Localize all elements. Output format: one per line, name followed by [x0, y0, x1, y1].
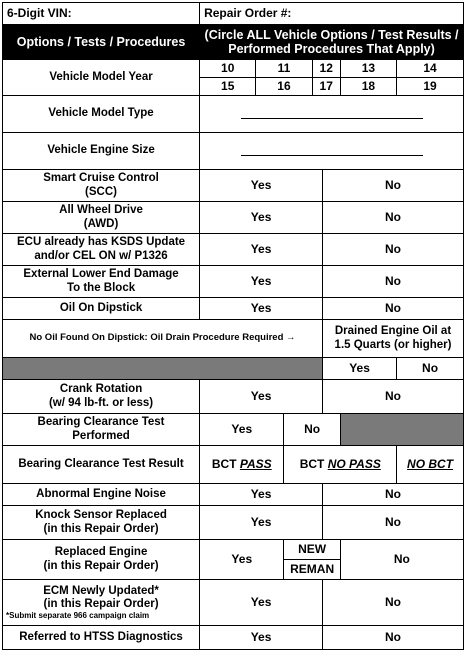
bct-nopass-word: NO PASS: [327, 456, 381, 471]
noise-label: Abnormal Engine Noise: [3, 484, 200, 506]
ecm-yes[interactable]: Yes: [200, 580, 323, 626]
awd-label-line1: All Wheel Drive: [59, 204, 143, 217]
engine-row-1: [3, 540, 464, 560]
engine-label: [3, 540, 200, 580]
engine-size-row: [3, 133, 464, 170]
model-type-field[interactable]: [200, 96, 464, 133]
year-15[interactable]: 15: [200, 78, 256, 96]
ecm-label: [3, 580, 200, 626]
awd-yes[interactable]: Yes: [200, 202, 323, 234]
vin-field[interactable]: 6-Digit VIN:: [3, 3, 200, 25]
dipstick-row: [3, 298, 464, 320]
crank-label-line1: Crank Rotation: [59, 383, 143, 396]
bct-performed-line2: Performed: [72, 429, 130, 442]
ecu-label-line2: and/or CEL ON w/ P1326: [34, 249, 168, 262]
id-row: [3, 3, 464, 25]
bct-pass-word: PASS: [239, 456, 272, 471]
col-header-circle: [200, 25, 464, 60]
crank-row: [3, 380, 464, 414]
engine-size-blank: [241, 141, 423, 156]
bct-performed-yes[interactable]: Yes: [200, 414, 284, 446]
crank-no[interactable]: No: [323, 380, 464, 414]
crank-yes[interactable]: Yes: [200, 380, 323, 414]
col-header-line2: Performed Procedures That Apply): [228, 42, 435, 56]
dipstick-no[interactable]: No: [323, 298, 464, 320]
gray-filler: [3, 358, 323, 380]
no-bct[interactable]: NO BCT: [397, 446, 464, 484]
noise-no[interactable]: No: [323, 484, 464, 506]
scc-yes[interactable]: Yes: [200, 170, 323, 202]
noise-row: [3, 484, 464, 506]
gray-filler: [340, 414, 463, 446]
bct-performed-label: [3, 414, 200, 446]
drained-oil-label: [323, 320, 464, 358]
engine-reman[interactable]: REMAN: [284, 560, 340, 580]
model-year-row-1: [3, 60, 464, 78]
drained-oil-no[interactable]: No: [397, 358, 464, 380]
awd-no[interactable]: No: [323, 202, 464, 234]
ecm-no[interactable]: No: [323, 580, 464, 626]
year-14[interactable]: 14: [397, 60, 464, 78]
scc-row: [3, 170, 464, 202]
model-year-label: Vehicle Model Year: [3, 60, 200, 96]
drained-oil-yes[interactable]: Yes: [323, 358, 397, 380]
engine-new[interactable]: NEW: [284, 540, 340, 560]
awd-row: [3, 202, 464, 234]
engine-no[interactable]: No: [340, 540, 463, 580]
ecu-yes[interactable]: Yes: [200, 234, 323, 266]
ecm-label-line1: ECM Newly Updated*: [43, 584, 159, 597]
bct-performed-no[interactable]: No: [284, 414, 340, 446]
model-type-blank: [241, 104, 423, 119]
ecm-note: *Submit separate 966 campaign claim: [6, 611, 150, 621]
bct-performed-line1: Bearing Clearance Test: [37, 416, 165, 429]
damage-label: [3, 266, 200, 298]
damage-label-line1: External Lower End Damage: [23, 268, 179, 281]
bct-performed-row: [3, 414, 464, 446]
repair-order-field[interactable]: Repair Order #:: [200, 3, 464, 25]
engine-label-line2: (in this Repair Order): [43, 559, 159, 572]
drained-oil-line2: 1.5 Quarts (or higher): [334, 338, 452, 351]
year-18[interactable]: 18: [340, 78, 396, 96]
damage-yes[interactable]: Yes: [200, 266, 323, 298]
scc-label: [3, 170, 200, 202]
engine-size-label: Vehicle Engine Size: [3, 133, 200, 170]
engine-size-field[interactable]: [200, 133, 464, 170]
damage-no[interactable]: No: [323, 266, 464, 298]
bct-nopass-prefix: BCT: [299, 456, 328, 471]
noise-yes[interactable]: Yes: [200, 484, 323, 506]
ecu-label-line1: ECU already has KSDS Update: [16, 236, 186, 249]
damage-label-line2: To the Block: [66, 281, 136, 294]
damage-row: [3, 266, 464, 298]
bct-result-row: [3, 446, 464, 484]
oil-drain-row: [3, 320, 464, 358]
bct-pass-prefix: BCT: [211, 456, 240, 471]
knock-row: [3, 506, 464, 540]
crank-label: [3, 380, 200, 414]
column-header-row: [3, 25, 464, 60]
model-type-row: [3, 96, 464, 133]
year-16[interactable]: 16: [256, 78, 312, 96]
bct-no-pass[interactable]: [284, 446, 397, 484]
htss-label: Referred to HTSS Diagnostics: [3, 626, 200, 650]
model-type-label: Vehicle Model Type: [3, 96, 200, 133]
htss-row: [3, 626, 464, 650]
vehicle-options-table: [2, 2, 464, 650]
ecm-row: [3, 580, 464, 626]
oil-drain-label: No Oil Found On Dipstick: Oil Drain Procedure Required →: [3, 320, 323, 358]
drained-oil-line1: Drained Engine Oil at: [334, 325, 452, 338]
col-header-line1: (Circle ALL Vehicle Options / Test Results /: [204, 27, 459, 42]
col-header-options: Options / Tests / Procedures: [3, 25, 200, 60]
engine-label-line1: Replaced Engine: [54, 546, 148, 559]
awd-label: [3, 202, 200, 234]
crank-label-line2: (w/ 94 lb-ft. or less): [48, 396, 154, 409]
bct-pass[interactable]: [200, 446, 284, 484]
scc-label-line1: Smart Cruise Control: [43, 172, 159, 185]
ecu-no[interactable]: No: [323, 234, 464, 266]
year-19[interactable]: 19: [397, 78, 464, 96]
dipstick-label: Oil On Dipstick: [3, 298, 200, 320]
knock-label-line2: (in this Repair Order): [43, 522, 159, 535]
year-17[interactable]: 17: [312, 78, 340, 96]
knock-label-line1: Knock Sensor Replaced: [35, 509, 167, 522]
htss-yes[interactable]: Yes: [200, 626, 323, 650]
awd-label-line2: (AWD): [83, 217, 119, 230]
knock-yes[interactable]: Yes: [200, 506, 323, 540]
year-12[interactable]: 12: [312, 60, 340, 78]
ecm-label-line2: (in this Repair Order): [43, 597, 159, 610]
knock-no[interactable]: No: [323, 506, 464, 540]
ecu-row: [3, 234, 464, 266]
dipstick-yes[interactable]: Yes: [200, 298, 323, 320]
ecu-label: [3, 234, 200, 266]
engine-yes[interactable]: Yes: [200, 540, 284, 580]
htss-no[interactable]: No: [323, 626, 464, 650]
knock-label: [3, 506, 200, 540]
year-11[interactable]: 11: [256, 60, 312, 78]
year-10[interactable]: 10: [200, 60, 256, 78]
drained-oil-answer-row: [3, 358, 464, 380]
scc-no[interactable]: No: [323, 170, 464, 202]
scc-label-line2: (SCC): [85, 185, 117, 198]
bct-result-label: Bearing Clearance Test Result: [3, 446, 200, 484]
year-13[interactable]: 13: [340, 60, 396, 78]
